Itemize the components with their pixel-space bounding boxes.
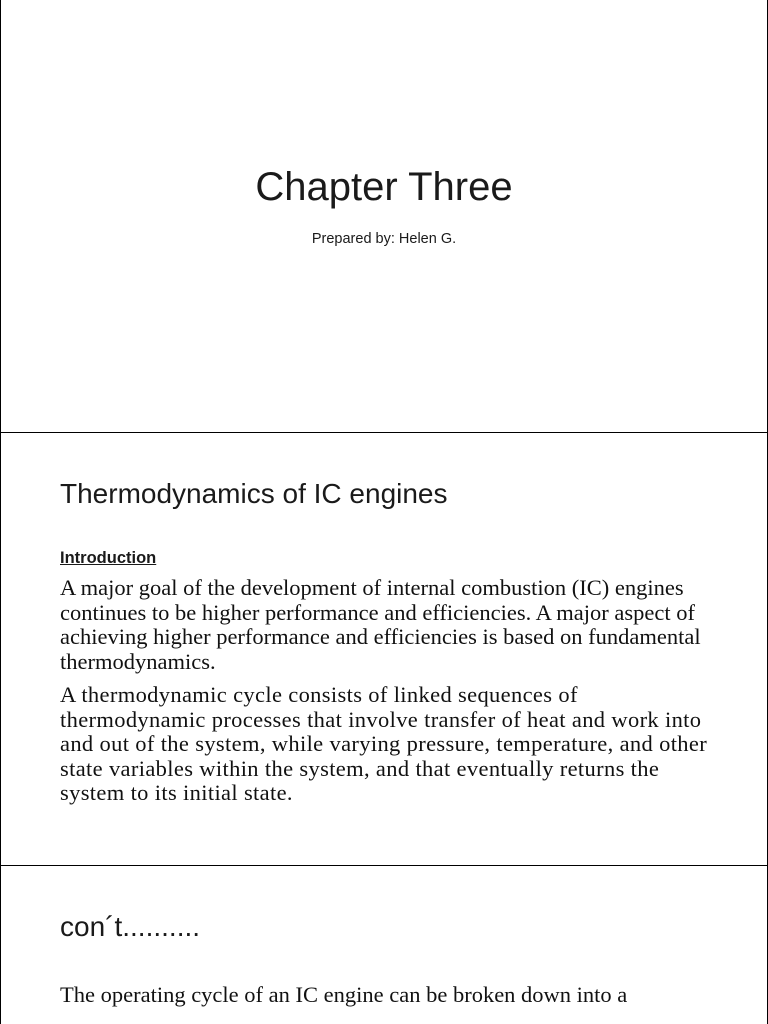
chapter-title: Chapter Three <box>255 165 513 209</box>
paragraph-operating-cycle: The operating cycle of an IC engine can be broken down into a <box>60 982 628 1007</box>
slide-continued <box>0 866 768 1024</box>
paragraph-goal: A major goal of the development of internal combustion (IC) engines continues to be higher performance and efficiencies. A major aspect of achieving higher performance and efficiencies is based on fundamental thermodynamics. <box>60 575 701 674</box>
slide-heading: Thermodynamics of IC engines <box>60 478 448 509</box>
paragraph-cycle-definition: A thermodynamic cycle consists of linked sequences of thermodynamic processes that involve transfer of heat and work into and out of the system, while varying pressure, temperature, and other state variables within the system, and that eventually returns the system to its initial state. <box>60 682 708 805</box>
section-label-introduction: Introduction <box>60 549 157 567</box>
slide-title <box>0 0 768 433</box>
author-subtitle: Prepared by: Helen G. <box>311 231 457 247</box>
slide-thermodynamics <box>0 433 768 866</box>
slide-heading: con´t.......... <box>60 911 201 942</box>
